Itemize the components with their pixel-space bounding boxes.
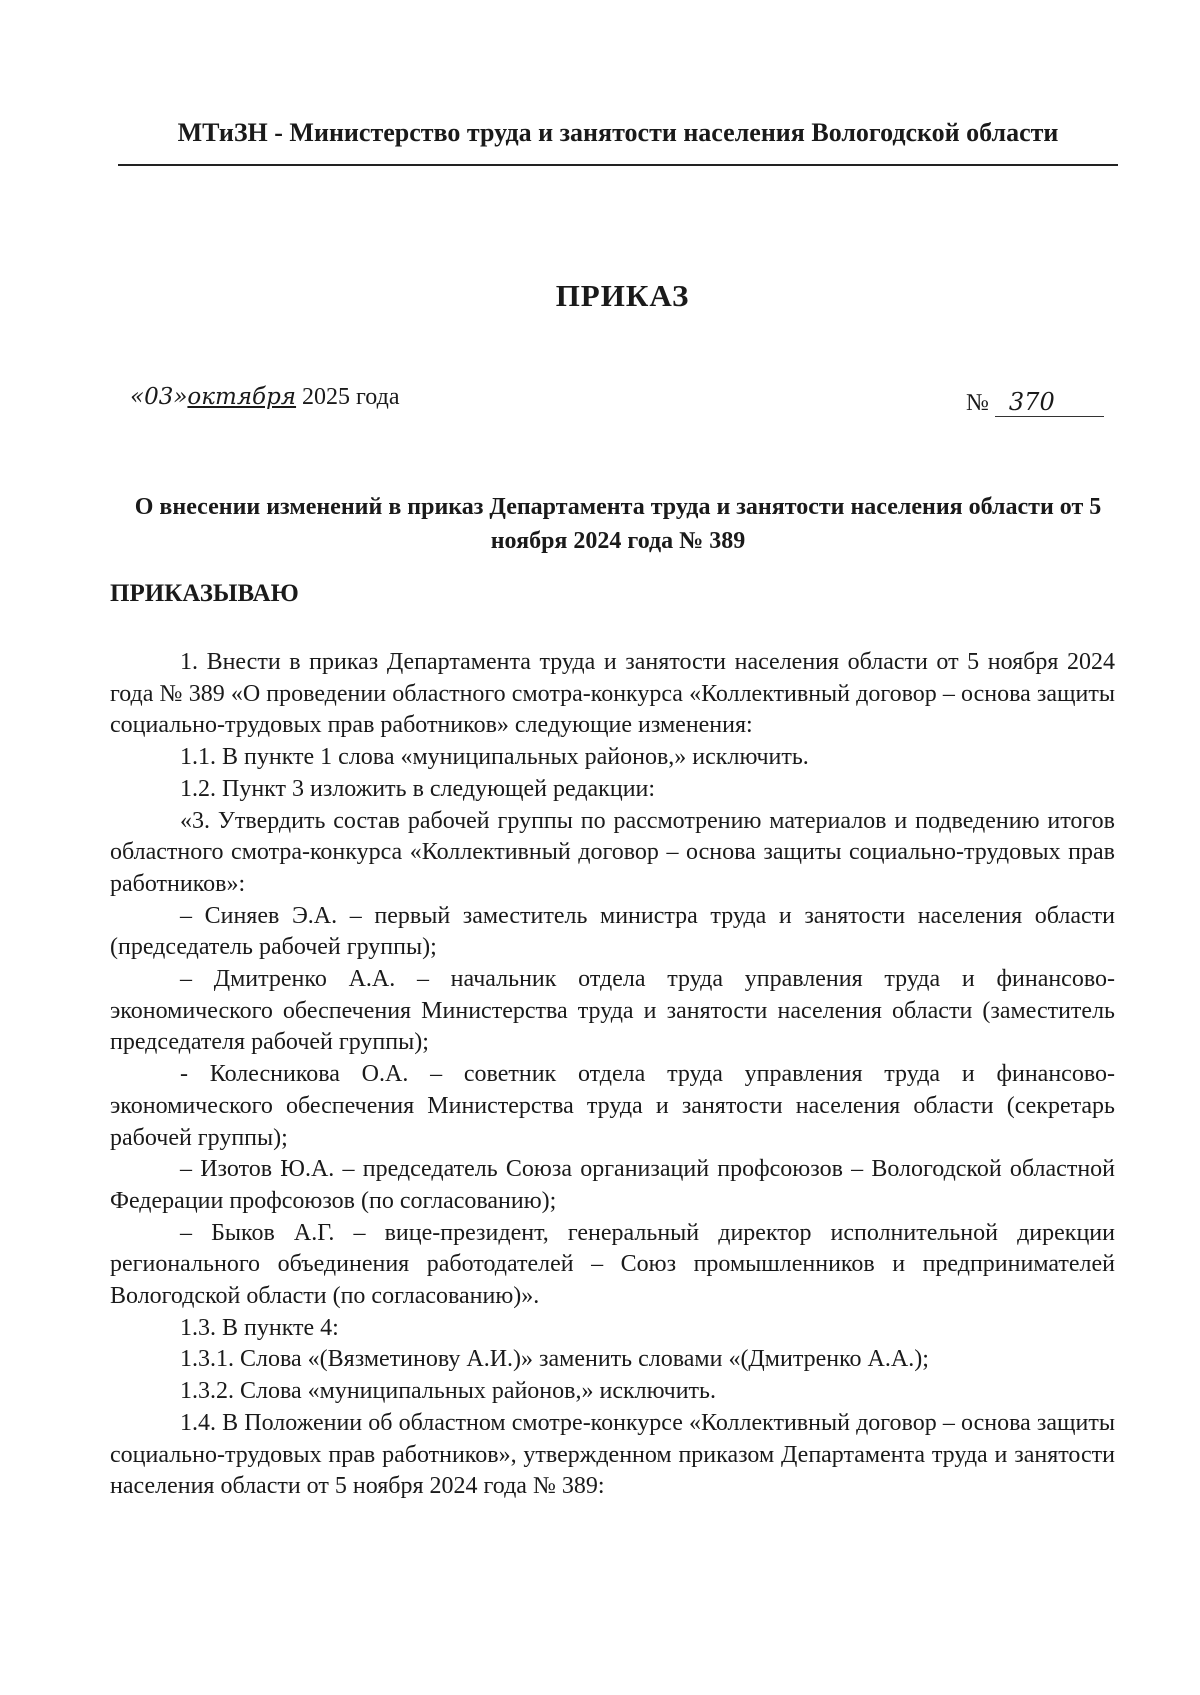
paragraph-1-1: 1.1. В пункте 1 слова «муниципальных районов,» исключить. [180,744,809,771]
member-sinyaev: – Синяев Э.А. – первый заместитель министра труда и занятости населения области (председатель рабочей группы); [110,902,1115,961]
date-suffix: года [356,384,400,410]
document-type-title: ПРИКАЗ [555,278,690,313]
date-day-handwritten: «03» [130,384,188,410]
document-date [130,384,399,411]
paragraph-3-text: «3. Утвердить состав рабочей группы по рассмотрению материалов и подведению итогов областного смотра-конкурса «Коллективный договор – основа защиты социально-трудовых прав работников»: [110,807,1115,897]
number-handwritten: 370 [995,388,1104,417]
number-label: № [966,390,989,416]
document-number [966,388,1104,417]
member-izotov: – Изотов Ю.А. – председатель Союза организаций профсоюзов – Вологодской областной Федерации профсоюзов (по согласованию); [110,1156,1115,1214]
date-year: 2025 [302,384,351,410]
paragraph-1: 1. Внести в приказ Департамента труда и занятости населения области от 5 ноября 2024 года № 389 «О проведении областного смотра-конкурса «Коллективный договор – основа защиты социально-трудовых прав работников» следующие изменения: [110,649,1115,739]
paragraph-1-3-1: 1.3.1. Слова «(Вязметинову А.И.)» заменить словами «(Дмитренко А.А.); [180,1346,929,1373]
member-dmitrenko: – Дмитренко А.А. – начальник отдела труда управления труда и финансово-экономического обеспечения Министерства труда и занятости населения области (заместитель председателя рабочей группы); [110,966,1115,1056]
member-bykov: – Быков А.Г. – вице-президент, генеральный директор исполнительной дирекции регионального объединения работодателей – Союз промышленников и предпринимателей Вологодской области (по согласованию)». [110,1219,1115,1310]
paragraph-1-3-2: 1.3.2. Слова «муниципальных районов,» исключить. [180,1378,716,1405]
document-body [110,647,1115,1503]
header-divider [118,164,1118,166]
paragraph-1-3: 1.3. В пункте 4: [180,1314,339,1341]
date-month-handwritten: октября [187,384,297,410]
paragraph-1-4: 1.4. В Положении об областном смотре-конкурсе «Коллективный договор – основа защиты социально-трудовых прав работников», утвержденном приказом Департамента труда и занятости населения области от 5 ноября 2024 года № 389: [110,1409,1115,1500]
organization-header: МТиЗН - Министерство труда и занятости населения Вологодской области [177,118,1059,147]
order-word: ПРИКАЗЫВАЮ [110,580,299,607]
document-subject: О внесении изменений в приказ Департамента труда и занятости населения области от 5 ноября 2024 года № 389 [134,494,1102,554]
member-kolesnikova: - Колесникова О.А. – советник отдела труда управления труда и финансово-экономического обеспечения Министерства труда и занятости населения области (секретарь рабочей группы); [110,1061,1115,1151]
paragraph-1-2: 1.2. Пункт 3 изложить в следующей редакции: [180,775,656,802]
